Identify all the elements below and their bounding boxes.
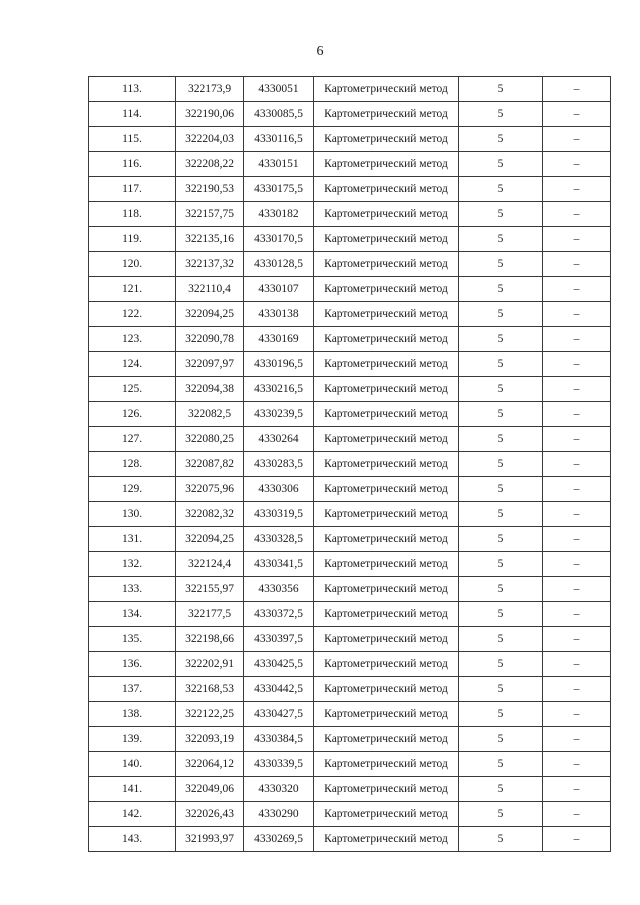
table-row xyxy=(89,502,611,527)
method-cell: Картометрический метод xyxy=(314,177,459,202)
table-row xyxy=(89,777,611,802)
point-number-cell: 115. xyxy=(89,127,176,152)
x-coordinate-cell: 322026,43 xyxy=(176,802,244,827)
table-row xyxy=(89,552,611,577)
point-number-cell: 124. xyxy=(89,352,176,377)
note-cell: – xyxy=(543,827,611,852)
point-number-cell: 141. xyxy=(89,777,176,802)
point-number-cell: 119. xyxy=(89,227,176,252)
method-cell: Картометрический метод xyxy=(314,627,459,652)
y-coordinate-cell: 4330169 xyxy=(244,327,314,352)
y-coordinate-cell: 4330269,5 xyxy=(244,827,314,852)
x-coordinate-cell: 322094,25 xyxy=(176,527,244,552)
note-cell: – xyxy=(543,452,611,477)
point-number-cell: 118. xyxy=(89,202,176,227)
y-coordinate-cell: 4330442,5 xyxy=(244,677,314,702)
x-coordinate-cell: 322064,12 xyxy=(176,752,244,777)
accuracy-cell: 5 xyxy=(459,177,543,202)
x-coordinate-cell: 322094,25 xyxy=(176,302,244,327)
table-row xyxy=(89,577,611,602)
accuracy-cell: 5 xyxy=(459,602,543,627)
y-coordinate-cell: 4330216,5 xyxy=(244,377,314,402)
y-coordinate-cell: 4330306 xyxy=(244,477,314,502)
method-cell: Картометрический метод xyxy=(314,802,459,827)
note-cell: – xyxy=(543,552,611,577)
accuracy-cell: 5 xyxy=(459,202,543,227)
method-cell: Картометрический метод xyxy=(314,527,459,552)
point-number-cell: 128. xyxy=(89,452,176,477)
x-coordinate-cell: 322097,97 xyxy=(176,352,244,377)
method-cell: Картометрический метод xyxy=(314,127,459,152)
accuracy-cell: 5 xyxy=(459,577,543,602)
point-number-cell: 127. xyxy=(89,427,176,452)
x-coordinate-cell: 322090,78 xyxy=(176,327,244,352)
note-cell: – xyxy=(543,702,611,727)
x-coordinate-cell: 322190,53 xyxy=(176,177,244,202)
table-row xyxy=(89,627,611,652)
accuracy-cell: 5 xyxy=(459,302,543,327)
point-number-cell: 142. xyxy=(89,802,176,827)
x-coordinate-cell: 322110,4 xyxy=(176,277,244,302)
x-coordinate-cell: 322157,75 xyxy=(176,202,244,227)
accuracy-cell: 5 xyxy=(459,552,543,577)
x-coordinate-cell: 322155,97 xyxy=(176,577,244,602)
y-coordinate-cell: 4330264 xyxy=(244,427,314,452)
note-cell: – xyxy=(543,727,611,752)
note-cell: – xyxy=(543,602,611,627)
accuracy-cell: 5 xyxy=(459,227,543,252)
point-number-cell: 130. xyxy=(89,502,176,527)
table-row xyxy=(89,477,611,502)
method-cell: Картометрический метод xyxy=(314,552,459,577)
accuracy-cell: 5 xyxy=(459,677,543,702)
method-cell: Картометрический метод xyxy=(314,702,459,727)
note-cell: – xyxy=(543,227,611,252)
method-cell: Картометрический метод xyxy=(314,352,459,377)
point-number-cell: 143. xyxy=(89,827,176,852)
method-cell: Картометрический метод xyxy=(314,502,459,527)
table-row xyxy=(89,702,611,727)
x-coordinate-cell: 322137,32 xyxy=(176,252,244,277)
x-coordinate-cell: 322190,06 xyxy=(176,102,244,127)
y-coordinate-cell: 4330128,5 xyxy=(244,252,314,277)
point-number-cell: 116. xyxy=(89,152,176,177)
accuracy-cell: 5 xyxy=(459,102,543,127)
table-row xyxy=(89,527,611,552)
note-cell: – xyxy=(543,627,611,652)
y-coordinate-cell: 4330290 xyxy=(244,802,314,827)
y-coordinate-cell: 4330151 xyxy=(244,152,314,177)
y-coordinate-cell: 4330319,5 xyxy=(244,502,314,527)
point-number-cell: 125. xyxy=(89,377,176,402)
note-cell: – xyxy=(543,652,611,677)
x-coordinate-cell: 322135,16 xyxy=(176,227,244,252)
y-coordinate-cell: 4330397,5 xyxy=(244,627,314,652)
note-cell: – xyxy=(543,677,611,702)
table-row xyxy=(89,752,611,777)
accuracy-cell: 5 xyxy=(459,452,543,477)
note-cell: – xyxy=(543,802,611,827)
y-coordinate-cell: 4330138 xyxy=(244,302,314,327)
point-number-cell: 121. xyxy=(89,277,176,302)
y-coordinate-cell: 4330196,5 xyxy=(244,352,314,377)
coordinates-table-body xyxy=(89,77,611,852)
y-coordinate-cell: 4330328,5 xyxy=(244,527,314,552)
point-number-cell: 140. xyxy=(89,752,176,777)
point-number-cell: 134. xyxy=(89,602,176,627)
note-cell: – xyxy=(543,202,611,227)
method-cell: Картометрический метод xyxy=(314,602,459,627)
table-row xyxy=(89,177,611,202)
table-row xyxy=(89,352,611,377)
x-coordinate-cell: 322049,06 xyxy=(176,777,244,802)
note-cell: – xyxy=(543,177,611,202)
note-cell: – xyxy=(543,427,611,452)
note-cell: – xyxy=(543,327,611,352)
y-coordinate-cell: 4330427,5 xyxy=(244,702,314,727)
table-row xyxy=(89,427,611,452)
point-number-cell: 129. xyxy=(89,477,176,502)
y-coordinate-cell: 4330107 xyxy=(244,277,314,302)
x-coordinate-cell: 322198,66 xyxy=(176,627,244,652)
page-number: 6 xyxy=(316,44,324,59)
x-coordinate-cell: 322208,22 xyxy=(176,152,244,177)
x-coordinate-cell: 322075,96 xyxy=(176,477,244,502)
method-cell: Картометрический метод xyxy=(314,427,459,452)
accuracy-cell: 5 xyxy=(459,252,543,277)
point-number-cell: 122. xyxy=(89,302,176,327)
accuracy-cell: 5 xyxy=(459,502,543,527)
x-coordinate-cell: 322093,19 xyxy=(176,727,244,752)
note-cell: – xyxy=(543,352,611,377)
y-coordinate-cell: 4330341,5 xyxy=(244,552,314,577)
method-cell: Картометрический метод xyxy=(314,727,459,752)
point-number-cell: 133. xyxy=(89,577,176,602)
table-row xyxy=(89,377,611,402)
table-row xyxy=(89,77,611,102)
accuracy-cell: 5 xyxy=(459,352,543,377)
point-number-cell: 135. xyxy=(89,627,176,652)
table-row xyxy=(89,452,611,477)
point-number-cell: 132. xyxy=(89,552,176,577)
note-cell: – xyxy=(543,302,611,327)
note-cell: – xyxy=(543,777,611,802)
table-row xyxy=(89,602,611,627)
accuracy-cell: 5 xyxy=(459,427,543,452)
y-coordinate-cell: 4330339,5 xyxy=(244,752,314,777)
note-cell: – xyxy=(543,377,611,402)
point-number-cell: 126. xyxy=(89,402,176,427)
table-row xyxy=(89,152,611,177)
y-coordinate-cell: 4330170,5 xyxy=(244,227,314,252)
method-cell: Картометрический метод xyxy=(314,377,459,402)
coordinates-table xyxy=(88,76,611,852)
method-cell: Картометрический метод xyxy=(314,102,459,127)
x-coordinate-cell: 322202,91 xyxy=(176,652,244,677)
y-coordinate-cell: 4330051 xyxy=(244,77,314,102)
accuracy-cell: 5 xyxy=(459,802,543,827)
x-coordinate-cell: 322124,4 xyxy=(176,552,244,577)
method-cell: Картометрический метод xyxy=(314,327,459,352)
table-row xyxy=(89,827,611,852)
y-coordinate-cell: 4330182 xyxy=(244,202,314,227)
point-number-cell: 114. xyxy=(89,102,176,127)
note-cell: – xyxy=(543,527,611,552)
note-cell: – xyxy=(543,277,611,302)
x-coordinate-cell: 322087,82 xyxy=(176,452,244,477)
method-cell: Картометрический метод xyxy=(314,827,459,852)
method-cell: Картометрический метод xyxy=(314,677,459,702)
table-row xyxy=(89,802,611,827)
point-number-cell: 120. xyxy=(89,252,176,277)
table-row xyxy=(89,227,611,252)
method-cell: Картометрический метод xyxy=(314,752,459,777)
x-coordinate-cell: 322082,32 xyxy=(176,502,244,527)
x-coordinate-cell: 322094,38 xyxy=(176,377,244,402)
table-row xyxy=(89,277,611,302)
method-cell: Картометрический метод xyxy=(314,77,459,102)
table-row xyxy=(89,252,611,277)
method-cell: Картометрический метод xyxy=(314,227,459,252)
accuracy-cell: 5 xyxy=(459,477,543,502)
accuracy-cell: 5 xyxy=(459,77,543,102)
table-row xyxy=(89,327,611,352)
point-number-cell: 117. xyxy=(89,177,176,202)
y-coordinate-cell: 4330283,5 xyxy=(244,452,314,477)
method-cell: Картометрический метод xyxy=(314,202,459,227)
note-cell: – xyxy=(543,402,611,427)
method-cell: Картометрический метод xyxy=(314,477,459,502)
accuracy-cell: 5 xyxy=(459,652,543,677)
point-number-cell: 137. xyxy=(89,677,176,702)
y-coordinate-cell: 4330320 xyxy=(244,777,314,802)
x-coordinate-cell: 322080,25 xyxy=(176,427,244,452)
method-cell: Картометрический метод xyxy=(314,402,459,427)
accuracy-cell: 5 xyxy=(459,627,543,652)
y-coordinate-cell: 4330116,5 xyxy=(244,127,314,152)
point-number-cell: 131. xyxy=(89,527,176,552)
accuracy-cell: 5 xyxy=(459,702,543,727)
x-coordinate-cell: 322122,25 xyxy=(176,702,244,727)
accuracy-cell: 5 xyxy=(459,752,543,777)
method-cell: Картометрический метод xyxy=(314,277,459,302)
point-number-cell: 139. xyxy=(89,727,176,752)
y-coordinate-cell: 4330085,5 xyxy=(244,102,314,127)
note-cell: – xyxy=(543,477,611,502)
note-cell: – xyxy=(543,752,611,777)
note-cell: – xyxy=(543,252,611,277)
accuracy-cell: 5 xyxy=(459,777,543,802)
accuracy-cell: 5 xyxy=(459,402,543,427)
note-cell: – xyxy=(543,577,611,602)
note-cell: – xyxy=(543,102,611,127)
accuracy-cell: 5 xyxy=(459,827,543,852)
table-row xyxy=(89,652,611,677)
method-cell: Картометрический метод xyxy=(314,252,459,277)
table-row xyxy=(89,127,611,152)
method-cell: Картометрический метод xyxy=(314,577,459,602)
x-coordinate-cell: 322082,5 xyxy=(176,402,244,427)
x-coordinate-cell: 322173,9 xyxy=(176,77,244,102)
accuracy-cell: 5 xyxy=(459,152,543,177)
table-row xyxy=(89,102,611,127)
accuracy-cell: 5 xyxy=(459,377,543,402)
point-number-cell: 113. xyxy=(89,77,176,102)
note-cell: – xyxy=(543,152,611,177)
note-cell: – xyxy=(543,502,611,527)
y-coordinate-cell: 4330372,5 xyxy=(244,602,314,627)
table-row xyxy=(89,727,611,752)
method-cell: Картометрический метод xyxy=(314,452,459,477)
y-coordinate-cell: 4330239,5 xyxy=(244,402,314,427)
accuracy-cell: 5 xyxy=(459,327,543,352)
x-coordinate-cell: 322204,03 xyxy=(176,127,244,152)
y-coordinate-cell: 4330384,5 xyxy=(244,727,314,752)
method-cell: Картометрический метод xyxy=(314,777,459,802)
table-row xyxy=(89,202,611,227)
method-cell: Картометрический метод xyxy=(314,302,459,327)
table-row xyxy=(89,402,611,427)
method-cell: Картометрический метод xyxy=(314,652,459,677)
x-coordinate-cell: 322168,53 xyxy=(176,677,244,702)
table-row xyxy=(89,302,611,327)
y-coordinate-cell: 4330175,5 xyxy=(244,177,314,202)
y-coordinate-cell: 4330356 xyxy=(244,577,314,602)
point-number-cell: 136. xyxy=(89,652,176,677)
method-cell: Картометрический метод xyxy=(314,152,459,177)
x-coordinate-cell: 322177,5 xyxy=(176,602,244,627)
accuracy-cell: 5 xyxy=(459,127,543,152)
table-row xyxy=(89,677,611,702)
point-number-cell: 138. xyxy=(89,702,176,727)
accuracy-cell: 5 xyxy=(459,527,543,552)
accuracy-cell: 5 xyxy=(459,727,543,752)
y-coordinate-cell: 4330425,5 xyxy=(244,652,314,677)
note-cell: – xyxy=(543,127,611,152)
accuracy-cell: 5 xyxy=(459,277,543,302)
point-number-cell: 123. xyxy=(89,327,176,352)
x-coordinate-cell: 321993,97 xyxy=(176,827,244,852)
note-cell: – xyxy=(543,77,611,102)
